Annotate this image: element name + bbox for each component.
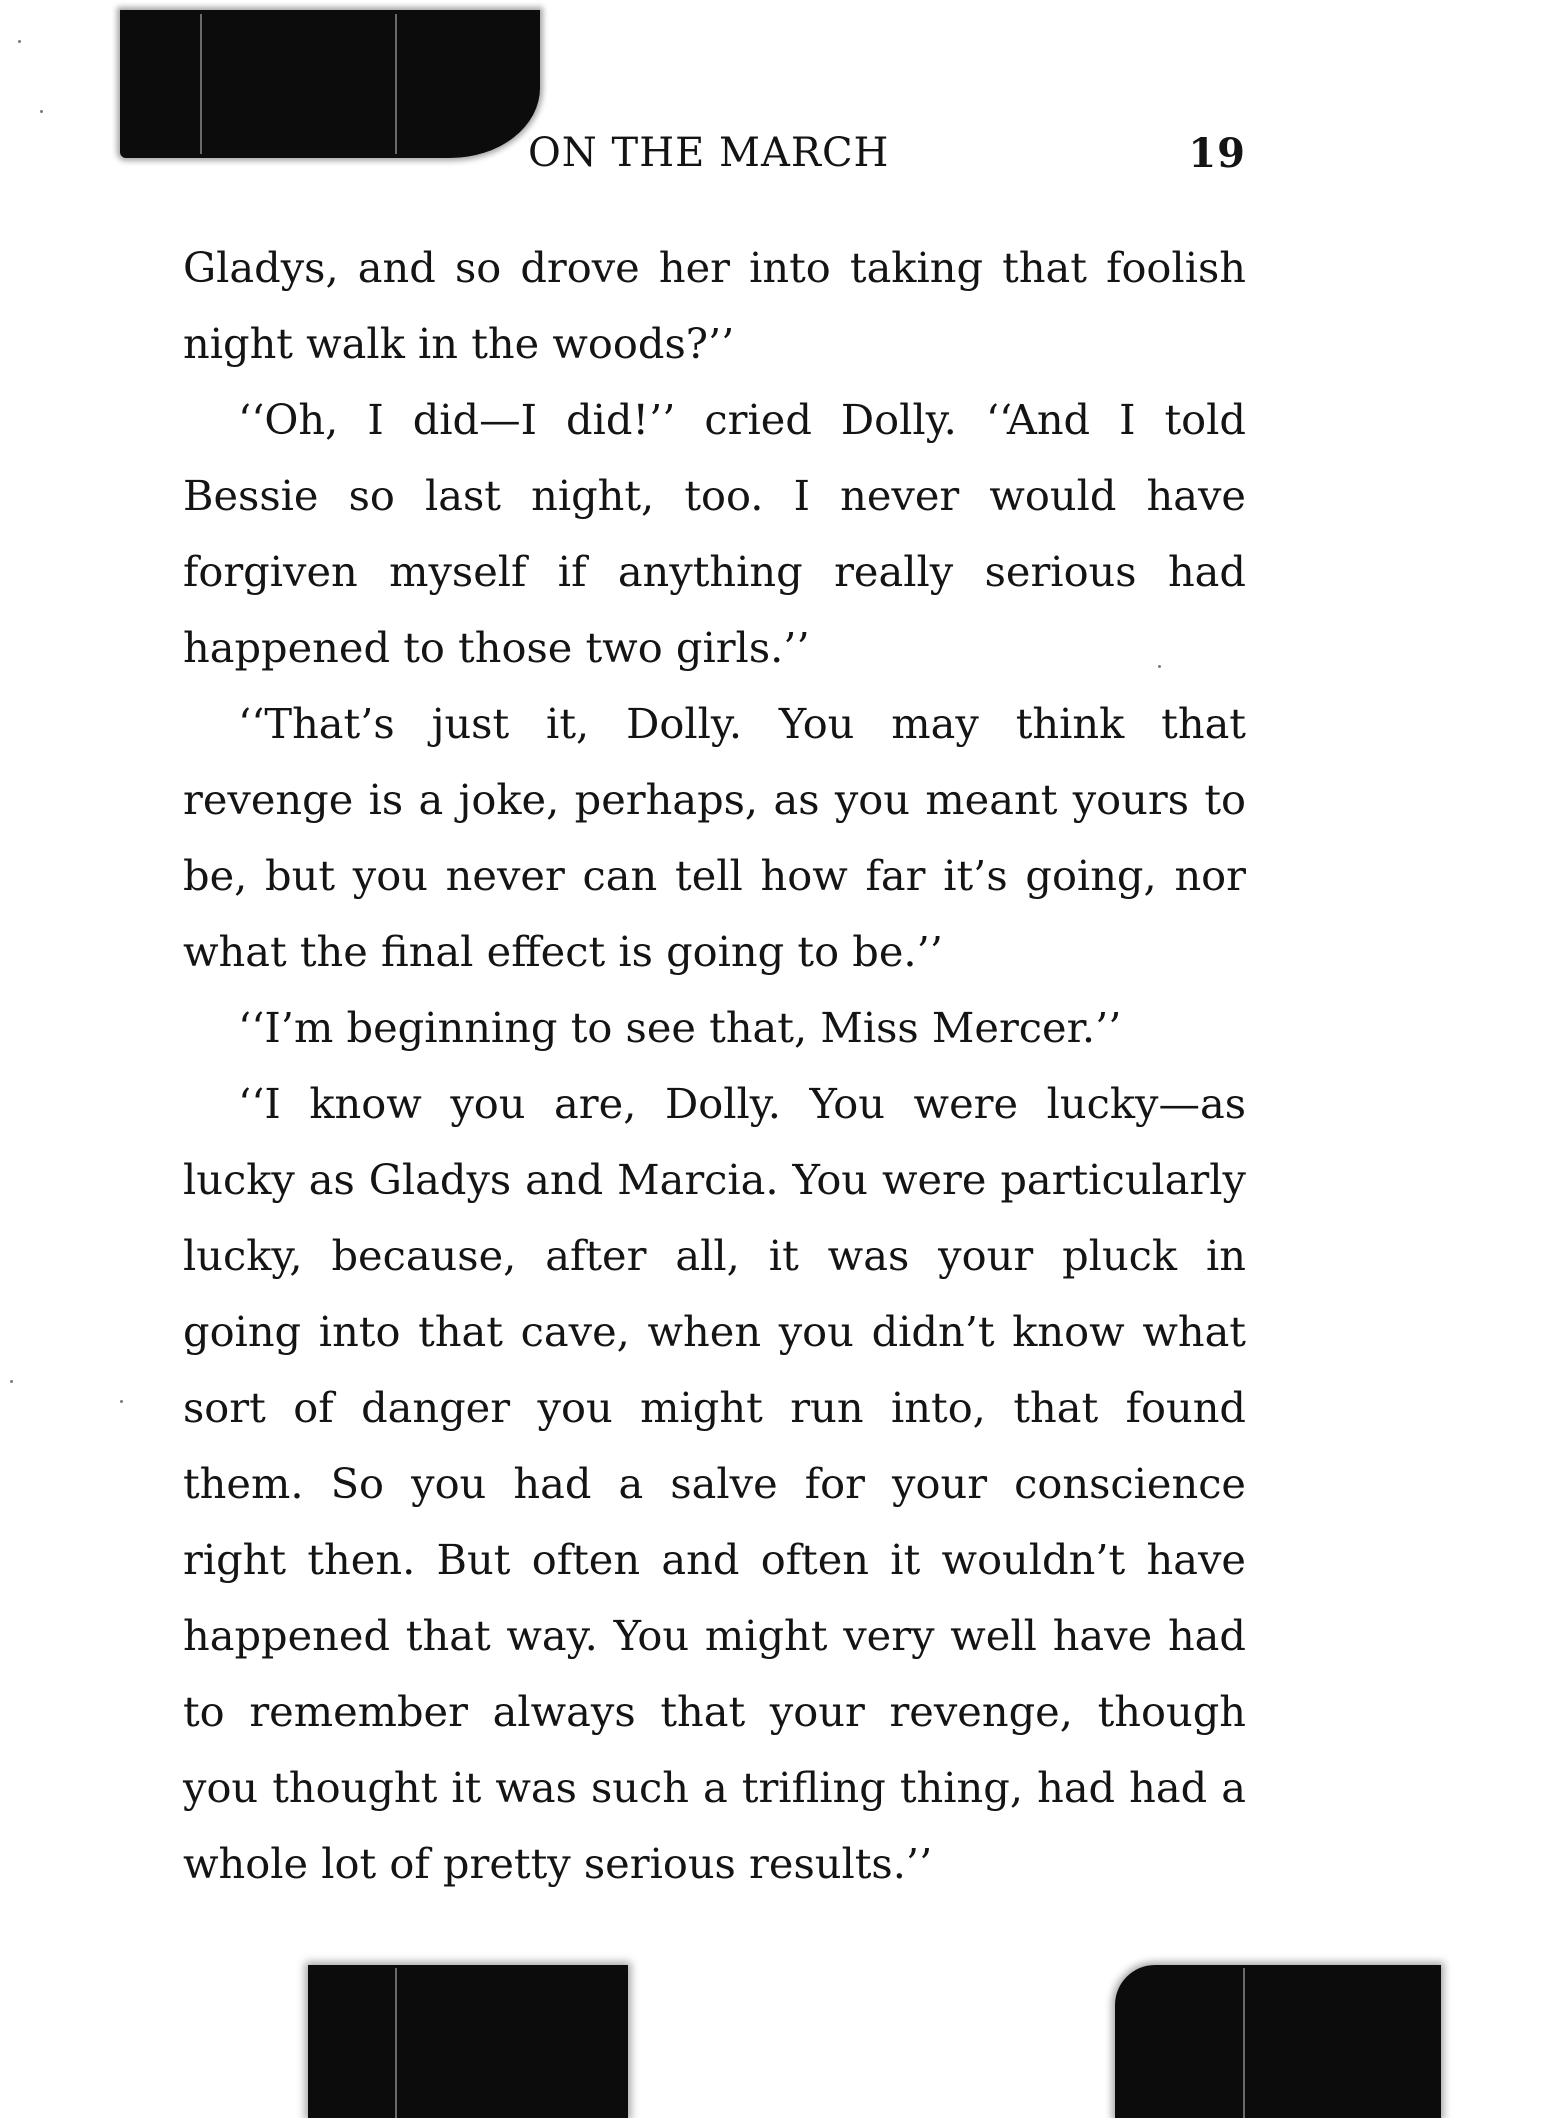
running-head (183, 130, 1246, 190)
scan-blotch-bottom-right (1115, 1965, 1441, 2118)
paragraph: ‘‘I’m beginning to see that, Miss Mercer.’’ (238, 1003, 1122, 1052)
scan-speck (120, 1400, 123, 1403)
scan-line (395, 1968, 397, 2118)
scan-line (1243, 1968, 1245, 2118)
scan-speck (10, 1380, 13, 1383)
paragraph: Gladys, and so drove her into taking that foolish night walk in the woods?’’ (183, 243, 1246, 368)
page-number: 19 (1188, 130, 1246, 177)
scan-speck (40, 110, 43, 113)
body-text (183, 230, 1246, 1902)
scan-speck (1158, 665, 1161, 668)
running-head-title: ON THE MARCH (528, 130, 890, 176)
scan-speck (18, 40, 21, 43)
scan-blotch-bottom-left (308, 1965, 628, 2118)
paragraph: ‘‘That’s just it, Dolly. You may think that revenge is a joke, perhaps, as you meant yours to be, but you never can tell how far it’s going, nor what the final effect is going to be.’’ (183, 699, 1246, 976)
paragraph: ‘‘I know you are, Dolly. You were lucky—as lucky as Gladys and Marcia. You were particularly lucky, because, after all, it was your pluck in going into that cave, when you didn’t know what sort of danger you might run into, that found them. So you had a salve for your conscience right then. But often and often it wouldn’t have happened that way. You might very well have had to remember always that your revenge, though you thought it was such a trifling thing, had had a whole lot of pretty serious results.’’ (183, 1079, 1246, 1888)
paragraph: ‘‘Oh, I did—I did!’’ cried Dolly. ‘‘And I told Bessie so last night, too. I never would have forgiven myself if anything really serious had happened to those two girls.’’ (183, 395, 1246, 672)
